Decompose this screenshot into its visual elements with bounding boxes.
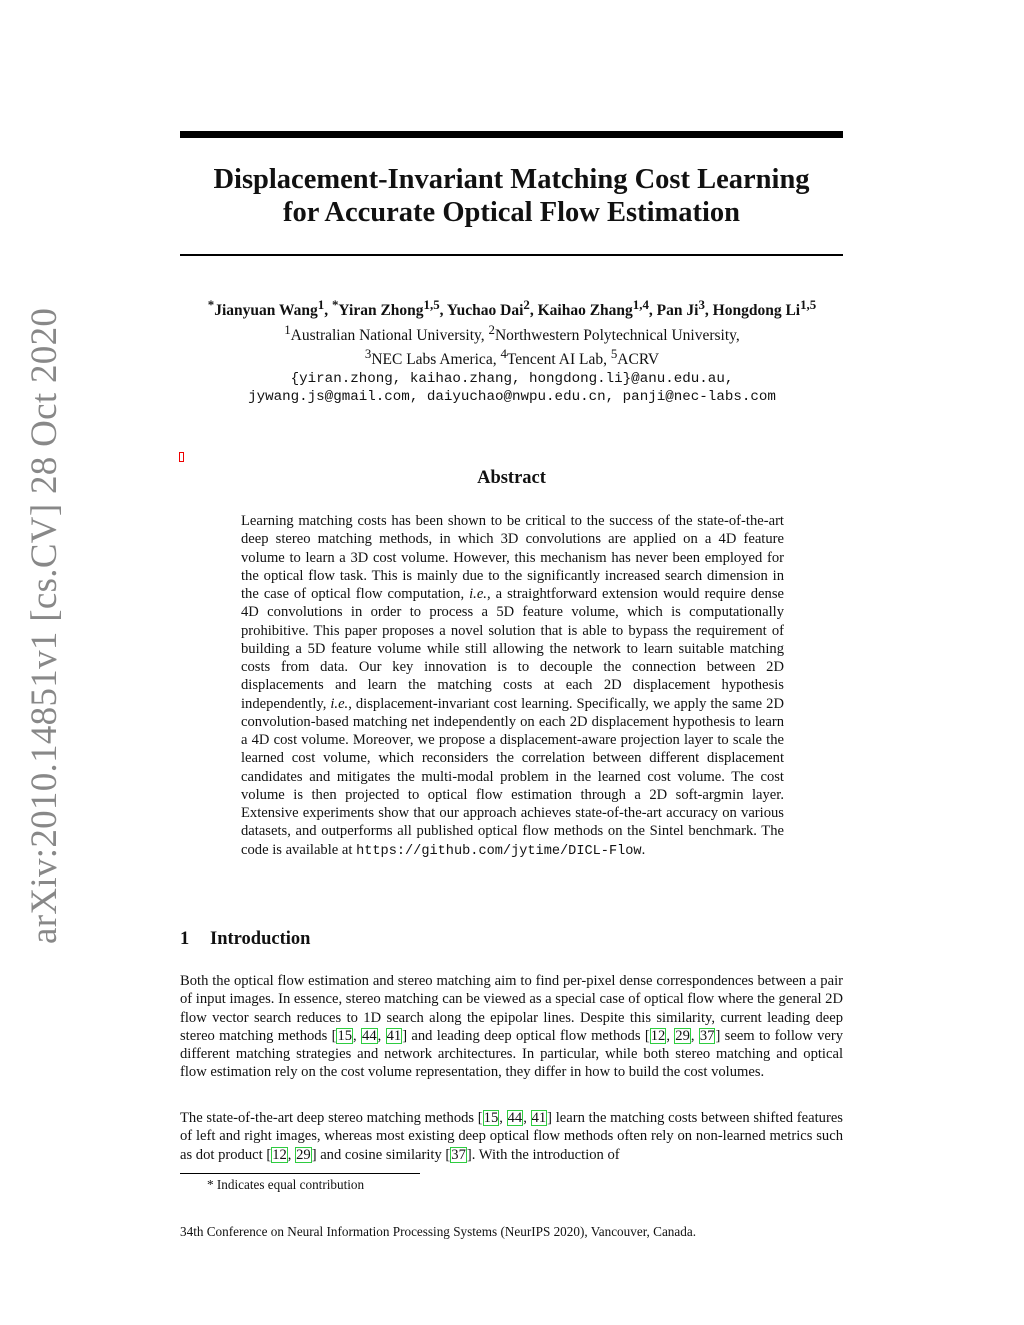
affiliation-sup: 3 [698, 297, 705, 312]
affiliation-sup: 2 [523, 297, 530, 312]
title-line-2: for Accurate Optical Flow Estimation [283, 197, 740, 228]
email-line-2[interactable]: jywang.js@gmail.com, daiyuchao@nwpu.edu.cn, panji@nec-labs.com [248, 389, 776, 406]
citation-separator: , [690, 1027, 699, 1044]
equal-contribution-mark: * [207, 297, 215, 312]
citation-separator: , [666, 1027, 675, 1044]
citation-separator: , [287, 1146, 296, 1163]
affiliation-sup: 1,5 [800, 297, 817, 312]
citation-link[interactable]: 15 [483, 1110, 499, 1126]
paragraph-text: ] learn the matching costs between shifted features of left and right images, whereas most existing deep optical flow methods often rely on non-learned metrics such as dot product [ [180, 1110, 843, 1163]
title-top-rule [180, 131, 843, 138]
citation-link[interactable]: 29 [675, 1027, 690, 1044]
arxiv-stamp: arXiv:2010.14851v1 [cs.CV] 28 Oct 2020 [24, 307, 65, 944]
section-number: 1 [180, 929, 190, 949]
affiliation-sup: 5 [610, 346, 618, 362]
author-name: Jianyuan Wang [214, 302, 318, 320]
paragraph-text: Both the optical flow estimation and stereo matching aim to find per-pixel dense correspondences between a pair of input images. In essence, stereo matching can be viewed as a special case of optical flow where the general 2D flow vector search reduces to 1D search along the epipolar lines. Despite this similarity, current leading deep stereo matching methods [ [180, 973, 843, 1044]
intro-paragraph-1 [180, 972, 843, 1082]
paragraph-text: The state-of-the-art deep stereo matching methods [ [180, 1110, 483, 1126]
paragraph-text: ] seem to follow very different matching strategies and network architectures. In particular, while both stereo matching and optical flow estimation rely on the cost volume representation, they differ in how to build the cost volumes. [180, 1027, 844, 1081]
section-heading-introduction [180, 929, 310, 950]
affiliation: Northwestern Polytechnical University, [494, 326, 740, 344]
affiliation-sup: 1 [284, 321, 291, 337]
citation-link[interactable]: 41 [386, 1027, 402, 1044]
citation-separator: , [353, 1027, 362, 1044]
section-title: Introduction [210, 929, 311, 949]
affiliation-sup: 1 [317, 297, 325, 312]
citation-link[interactable]: 37 [699, 1027, 715, 1044]
citation-link[interactable]: 44 [362, 1027, 377, 1044]
affiliation-sup: 4 [500, 346, 507, 362]
title-bottom-rule [180, 254, 843, 256]
paragraph-text: ] and cosine similarity [ [311, 1146, 451, 1163]
affiliation-sup: 1,4 [632, 297, 649, 312]
author-name: Yiran Zhong [338, 302, 424, 320]
affiliation: NEC Labs America, [371, 351, 497, 369]
citation-link[interactable]: 41 [531, 1110, 547, 1126]
affiliation: ACRV [617, 351, 660, 369]
citation-separator: , [523, 1110, 531, 1126]
author-name: Yuchao Dai [446, 302, 524, 320]
affiliation-sup: 2 [488, 321, 495, 337]
code-url-link[interactable]: https://github.com/jytime/DICL-Flow [356, 843, 642, 859]
paper-title [180, 163, 843, 229]
citation-separator: , [377, 1027, 386, 1044]
abstract-heading: Abstract [477, 468, 546, 488]
abstract-ie: i.e. [469, 586, 487, 602]
affiliations-line-2 [150, 345, 874, 370]
author-name: Kaihao Zhang [537, 302, 633, 320]
abstract-body [241, 512, 784, 861]
footnote: * Indicates equal contribution [207, 1177, 365, 1192]
abstract-text: , a straightforward extension would require dense 4D convolutions in order to process a 5D feature volume, which is computationally prohibitive. This paper proposes a novel solution that is able to bypass the requirement of building a 5D feature volume while still allowing the network to learn suitable matching costs from data. Our key innovation is to decouple the connection between 2D displacements and learn the matching costs at each 2D displacement hypothesis independently, [241, 586, 784, 712]
paragraph-text: ]. With the introduction of [466, 1146, 620, 1163]
intro-paragraph-2 [180, 1109, 843, 1164]
title-line-1: Displacement-Invariant Matching Cost Learning [213, 164, 810, 195]
affiliation: Tencent AI Lab, [506, 351, 607, 369]
citation-link[interactable]: 12 [650, 1027, 666, 1044]
citation-separator: , [499, 1110, 507, 1126]
annotation-marker [179, 452, 184, 462]
citation-link[interactable]: 12 [272, 1146, 287, 1163]
abstract-text: Learning matching costs has been shown to be critical to the success of the state-of-the-art deep stereo matching methods, in which 3D convolutions are applied on a 4D feature volume to learn a 3D cost volume. However, this mechanism has never been employed for the optical flow task. This is mainly due to the significantly increased search dimension in the case of optical flow computation, [241, 513, 784, 602]
equal-contribution-mark: * [331, 297, 339, 312]
abstract-text: , displacement-invariant cost learning. Specifically, we apply the same 2D convolution-based matching net independently on each 2D displacement hypothesis to learn a 4D cost volume. Moreover, we propose a displacement-aware projection layer to scale the learned cost volume, which reconsiders the correlation between different displacement candidates and mitigates the multi-modal problem in the learned cost volume. The cost volume is then projected to optical flow estimation through a 2D soft-argmin layer. Extensive experiments show that our approach achieves state-of-the-art accuracy on various datasets, and outperforms all published optical flow methods on the Sintel benchmark. The code is available at [241, 695, 784, 858]
affiliation-sup: 3 [364, 346, 372, 362]
affiliation: Australian National University, [290, 326, 485, 344]
author-block [150, 296, 874, 407]
email-line-1[interactable]: {yiran.zhong, kaihao.zhang, hongdong.li}@anu.edu.au, [290, 370, 734, 387]
author-name: Hongdong Li [712, 302, 801, 320]
affiliation-sup: 1,5 [423, 297, 440, 312]
author-names: *Jianyuan Wang$^1$, *Yiran Zhong$^{1,5}$, Yuchao Dai$^2$, Kaihao Zhang$^{1,4}$, Pan Ji$^3$, Hongdong Li$^{1,5}$ [207, 297, 817, 320]
abstract-ie: i.e. [330, 695, 349, 712]
paragraph-text: ] and leading deep optical flow methods [ [402, 1027, 650, 1044]
conference-footer: 34th Conference on Neural Information Processing Systems (NeurIPS 2020), Vancouver, Canada. [180, 1224, 696, 1239]
author-name: Pan Ji [656, 302, 699, 320]
abstract-text: . [641, 841, 646, 858]
citation-link[interactable]: 15 [337, 1027, 353, 1044]
affiliations-line-1 [150, 321, 874, 346]
citation-link[interactable]: 29 [296, 1146, 311, 1163]
citation-link[interactable]: 37 [451, 1146, 466, 1163]
citation-link[interactable]: 44 [507, 1110, 523, 1126]
footnote-rule [180, 1173, 420, 1174]
